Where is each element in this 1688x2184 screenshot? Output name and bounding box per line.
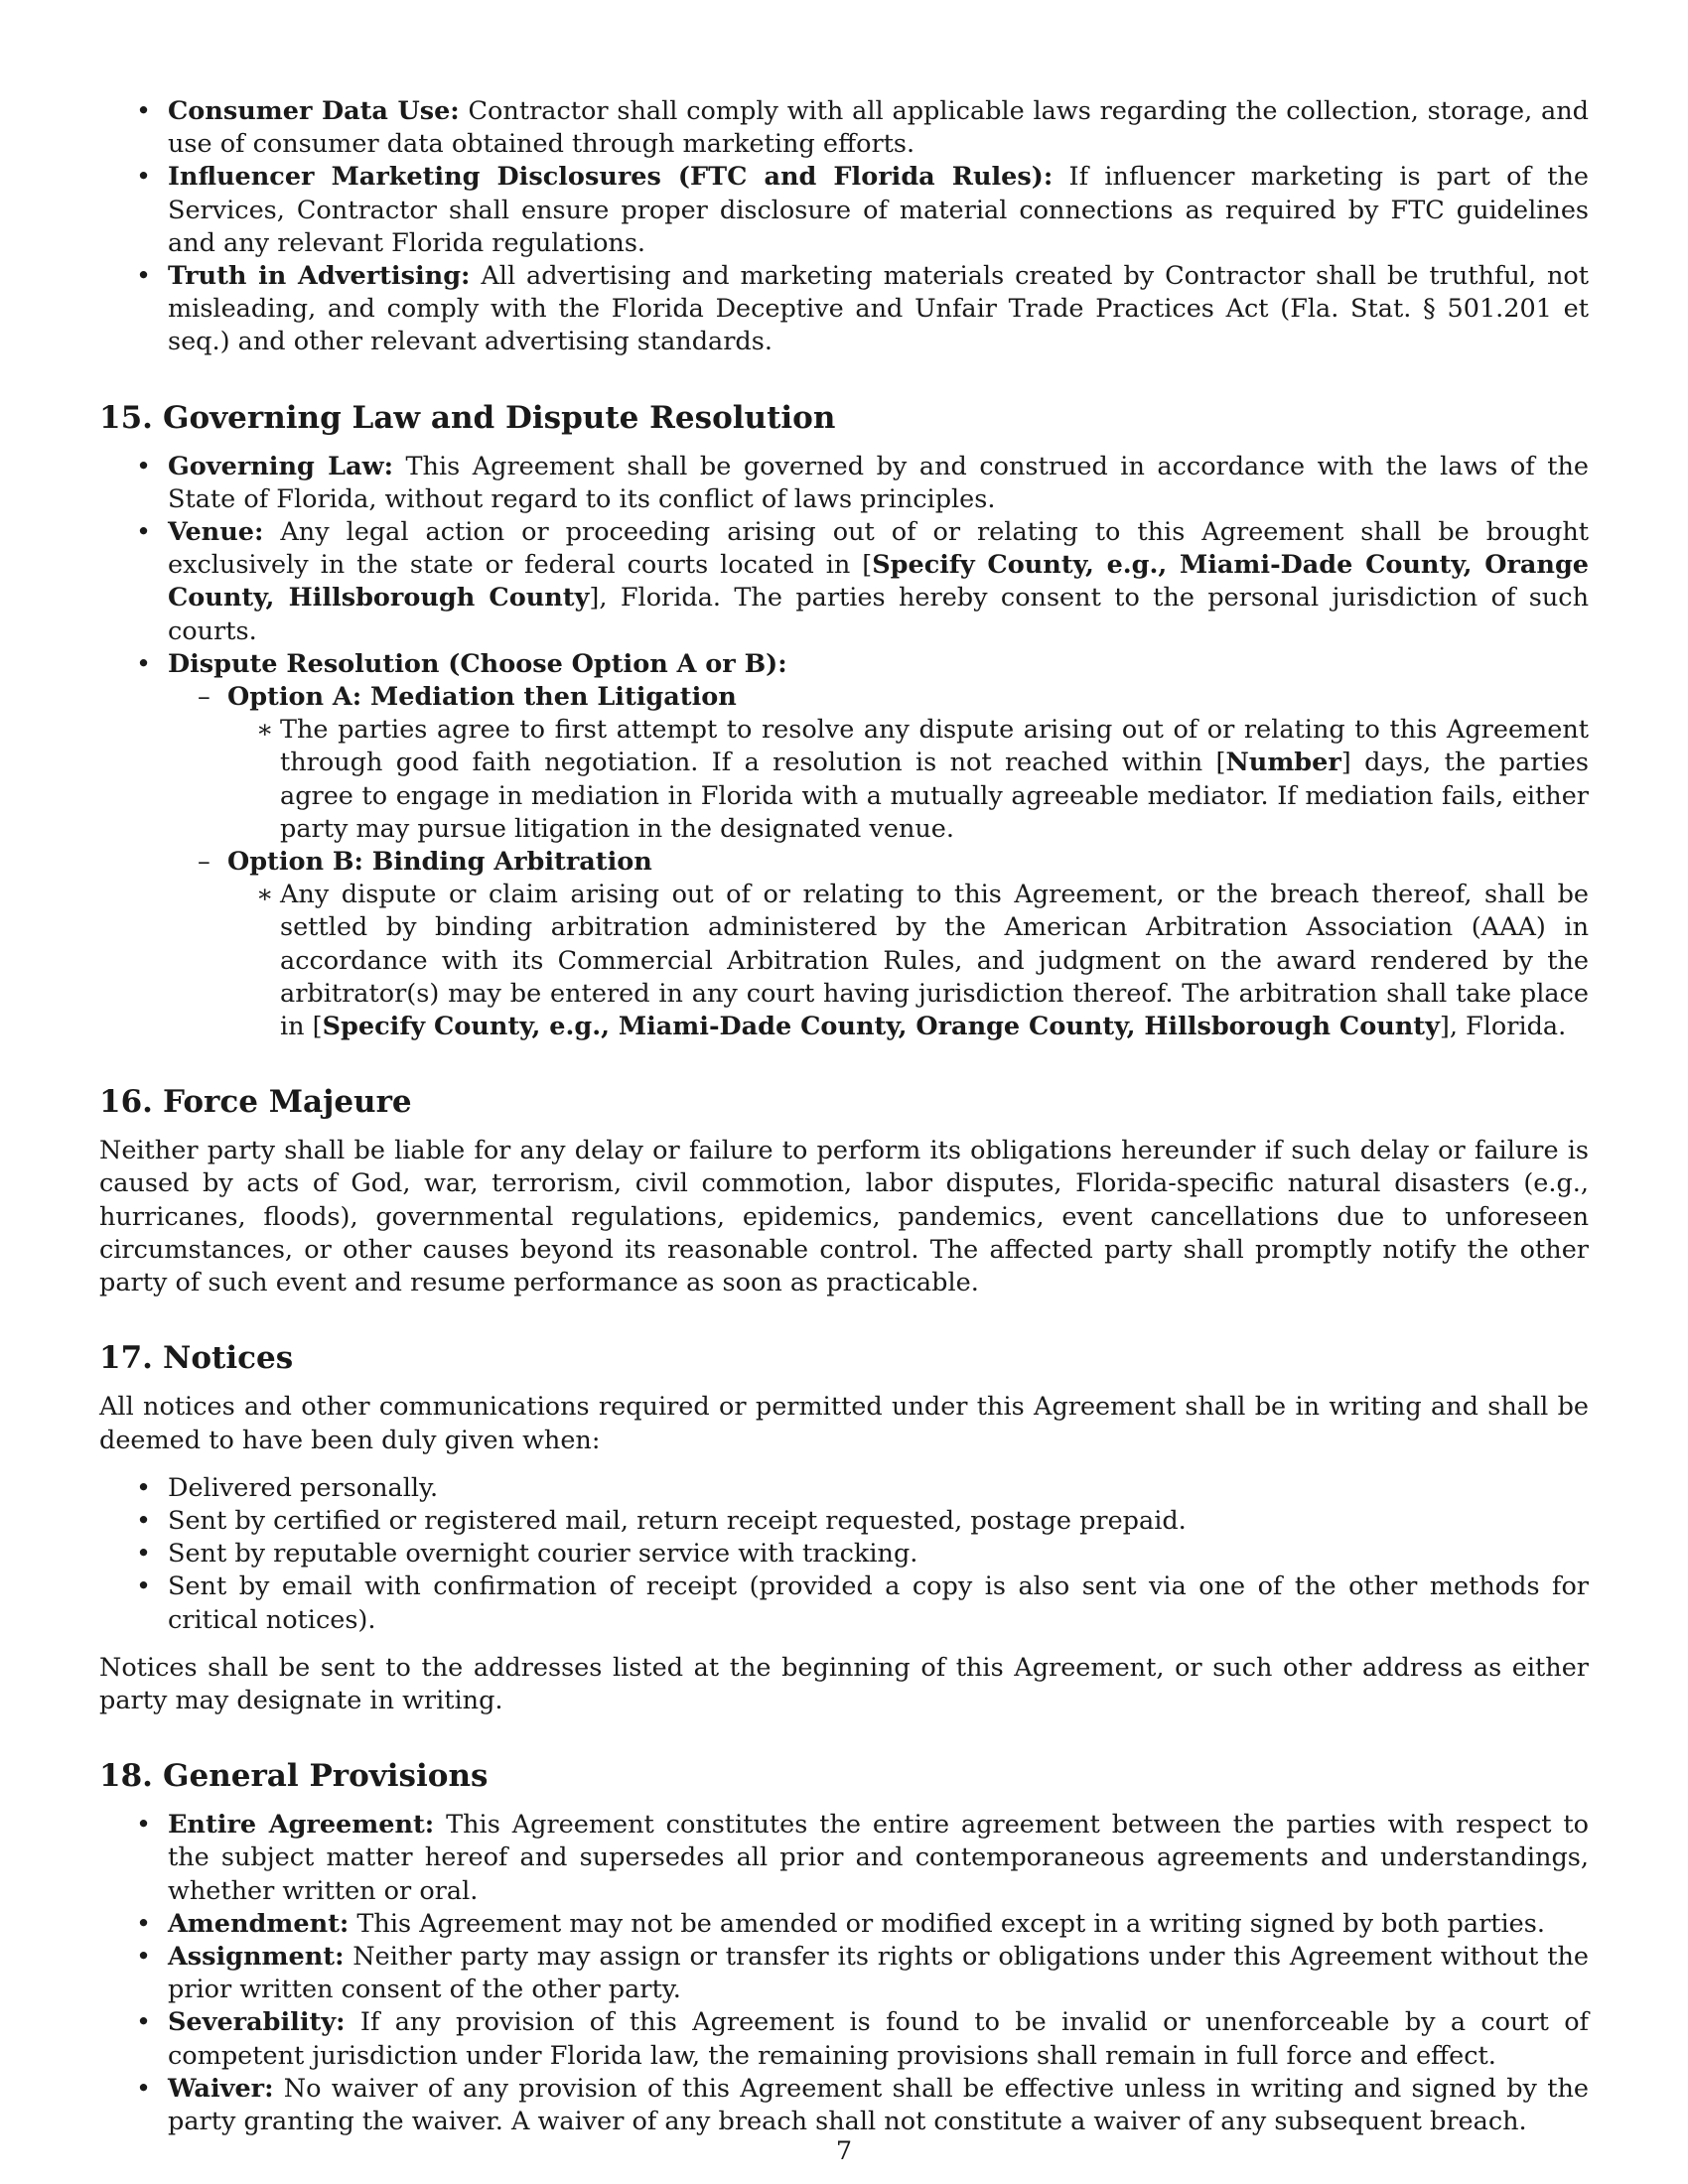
section-number: 18. — [99, 1758, 153, 1795]
item-text: Any dispute or claim arising out of or relating to this Agreement, or the breach thereof, shall be settled by binding arbitration administered by the American Arbitration Association (AAA) in accordance with its Commercial Arbitration Rules, and judgment on the award rendered by the arbitrator(s) may be entered in any court having jurisdiction thereof. The arbitration shall take place in [ — [280, 880, 1589, 1042]
item-text: Sent by certified or registered mail, return receipt requested, postage prepaid. — [168, 1505, 1187, 1536]
option-label: Option B: Binding Arbitration — [227, 847, 652, 878]
placeholder-text: Number — [1225, 748, 1341, 778]
section-number: 16. — [99, 1084, 153, 1121]
bullet-icon: • — [136, 451, 152, 481]
list-item — [99, 95, 1589, 161]
bullet-icon: • — [136, 1941, 152, 1972]
item-label: Governing Law: — [168, 451, 393, 481]
bullet-icon: • — [136, 1505, 152, 1536]
section-number: 17. — [99, 1340, 153, 1377]
list-item — [99, 1809, 1589, 1908]
list-item — [99, 260, 1589, 359]
notice-methods-list — [99, 1472, 1589, 1637]
item-label: Entire Agreement: — [168, 1810, 435, 1841]
item-text: This Agreement may not be amended or modified except in a writing signed by both parties. — [349, 1908, 1545, 1939]
section-title: Force Majeure — [163, 1084, 412, 1121]
item-label: Assignment: — [168, 1941, 345, 1972]
governing-law-list — [99, 451, 1589, 1044]
bullet-icon: • — [136, 1539, 152, 1570]
option-item — [168, 681, 1589, 846]
bullet-icon: • — [136, 1472, 152, 1503]
option-a-detail-list — [227, 714, 1589, 846]
list-item — [227, 714, 1589, 846]
dash-icon: – — [198, 682, 211, 713]
asterisk-icon: ∗ — [256, 715, 274, 746]
list-item — [99, 1570, 1589, 1636]
asterisk-icon: ∗ — [256, 880, 274, 910]
list-item — [99, 451, 1589, 516]
item-label: Severability: — [168, 2007, 346, 2038]
item-label: Influencer Marketing Disclosures (FTC and Florida Rules): — [168, 162, 1054, 193]
placeholder-text: Specify County, e.g., Miami-Dade County, Orange County, Hillsborough County — [168, 550, 1589, 614]
bullet-icon: • — [136, 261, 152, 292]
item-label: Amendment: — [168, 1908, 350, 1939]
notices-intro-paragraph: All notices and other communications required or permitted under this Agreement shall be in writing and shall be deemed to have been duly given when: — [99, 1392, 1589, 1455]
list-item — [99, 516, 1589, 648]
list-item — [99, 1472, 1589, 1505]
list-item — [99, 1538, 1589, 1570]
item-text: This Agreement shall be governed by and construed in accordance with the laws of the State of Florida, without regard to its conflict of laws principles. — [168, 451, 1589, 514]
section-title: Governing Law and Dispute Resolution — [163, 399, 836, 436]
option-label: Option A: Mediation then Litigation — [227, 682, 737, 713]
bullet-icon: • — [136, 2073, 152, 2104]
option-b-detail-list — [227, 879, 1589, 1043]
list-item — [99, 1505, 1589, 1538]
item-label: Waiver: — [168, 2073, 274, 2104]
item-text: Delivered personally. — [168, 1472, 439, 1503]
list-item — [99, 2073, 1589, 2138]
list-item — [227, 879, 1589, 1043]
item-text: Contractor shall comply with all applicable laws regarding the collection, storage, and use of consumer data obtained through marketing efforts. — [168, 96, 1589, 160]
bullet-icon: • — [136, 162, 152, 193]
section-heading-17 — [99, 1338, 1589, 1378]
section-heading-15 — [99, 398, 1589, 438]
item-text: ], Florida. — [1439, 1012, 1567, 1042]
bullet-icon: • — [136, 1810, 152, 1841]
item-text: ], Florida. The parties hereby consent to the personal jurisdiction of such courts. — [168, 583, 1590, 646]
section-title: Notices — [163, 1340, 294, 1377]
placeholder-text: Specify County, e.g., Miami-Dade County, Orange County, Hillsborough County — [322, 1012, 1440, 1042]
dispute-options-list — [168, 681, 1589, 1043]
list-item — [99, 1908, 1589, 1941]
item-label: Consumer Data Use: — [168, 96, 460, 126]
item-text: Neither party may assign or transfer its rights or obligations under this Agreement without the prior written consent of the other party. — [168, 1941, 1589, 2005]
bullet-icon: • — [136, 517, 152, 548]
page-number: 7 — [835, 2136, 853, 2166]
item-text: If any provision of this Agreement is found to be invalid or unenforceable by a court of competent jurisdiction under Florida law, the remaining provisions shall remain in full force and effect. — [168, 2007, 1589, 2071]
dash-icon: – — [198, 847, 211, 878]
item-text: Sent by reputable overnight courier service with tracking. — [168, 1539, 918, 1570]
item-text: If influencer marketing is part of the Services, Contractor shall ensure proper disclosure of material connections as required by FTC guidelines and any relevant Florida regulations. — [168, 162, 1589, 258]
section-title: General Provisions — [163, 1758, 489, 1795]
item-text: The parties agree to first attempt to resolve any dispute arising out of or relating to this Agreement through good faith negotiation. If a resolution is not reached within [ — [280, 715, 1589, 778]
document-page — [99, 95, 1589, 2138]
intro-bullet-list — [99, 95, 1589, 359]
bullet-icon: • — [136, 2007, 152, 2038]
notices-outro-paragraph: Notices shall be sent to the addresses listed at the beginning of this Agreement, or such other address as either party may designate in writing. — [99, 1652, 1589, 1715]
item-text: This Agreement constitutes the entire agreement between the parties with respect to the subject matter hereof and supersedes all prior and contemporaneous agreements and understandings, whether written or oral. — [168, 1810, 1589, 1906]
bullet-icon: • — [136, 1908, 152, 1939]
item-label: Venue: — [168, 517, 264, 548]
general-provisions-list — [99, 1809, 1589, 2138]
item-text: Sent by email with confirmation of receipt (provided a copy is also sent via one of the other methods for critical notices). — [168, 1571, 1589, 1635]
bullet-icon: • — [136, 96, 152, 126]
bullet-icon: • — [136, 1571, 152, 1602]
list-item — [99, 1941, 1589, 2006]
section-number: 15. — [99, 399, 153, 436]
item-text: Any legal action or proceeding arising out of or relating to this Agreement shall be brought exclusively in the state or federal courts located in [ — [168, 517, 1589, 581]
section-heading-18 — [99, 1756, 1589, 1796]
item-text: All advertising and marketing materials created by Contractor shall be truthful, not misleading, and comply with the Florida Deceptive and Unfair Trade Practices Act (Fla. Stat. § 501.201 et seq.) and other relevant advertising standards. — [168, 261, 1590, 357]
item-label: Truth in Advertising: — [168, 261, 471, 292]
list-item — [99, 648, 1589, 1043]
option-item — [168, 846, 1589, 1043]
list-item — [99, 161, 1589, 260]
bullet-icon: • — [136, 648, 152, 679]
list-item — [99, 2006, 1589, 2072]
force-majeure-paragraph: Neither party shall be liable for any delay or failure to perform its obligations hereunder if such delay or failure is caused by acts of God, war, terrorism, civil commotion, labor disputes, Florida-specific natural disasters (e.g., hurricanes, floods), governmental regulations, epidemics, pandemics, event cancellations due to unforeseen circumstances, or other causes beyond its reasonable control. The affected party shall promptly notify the other party of such event and resume performance as soon as practicable. — [99, 1136, 1589, 1298]
item-text: ] days, the parties agree to engage in mediation in Florida with a mutually agreeable mediator. If mediation fails, either party may pursue litigation in the designated venue. — [280, 748, 1590, 844]
item-label: Dispute Resolution (Choose Option A or B): — [168, 648, 787, 679]
section-heading-16 — [99, 1082, 1589, 1122]
item-text: No waiver of any provision of this Agreement shall be effective unless in writing and signed by the party granting the waiver. A waiver of any breach shall not constitute a waiver of any subsequent breach. — [168, 2073, 1589, 2136]
